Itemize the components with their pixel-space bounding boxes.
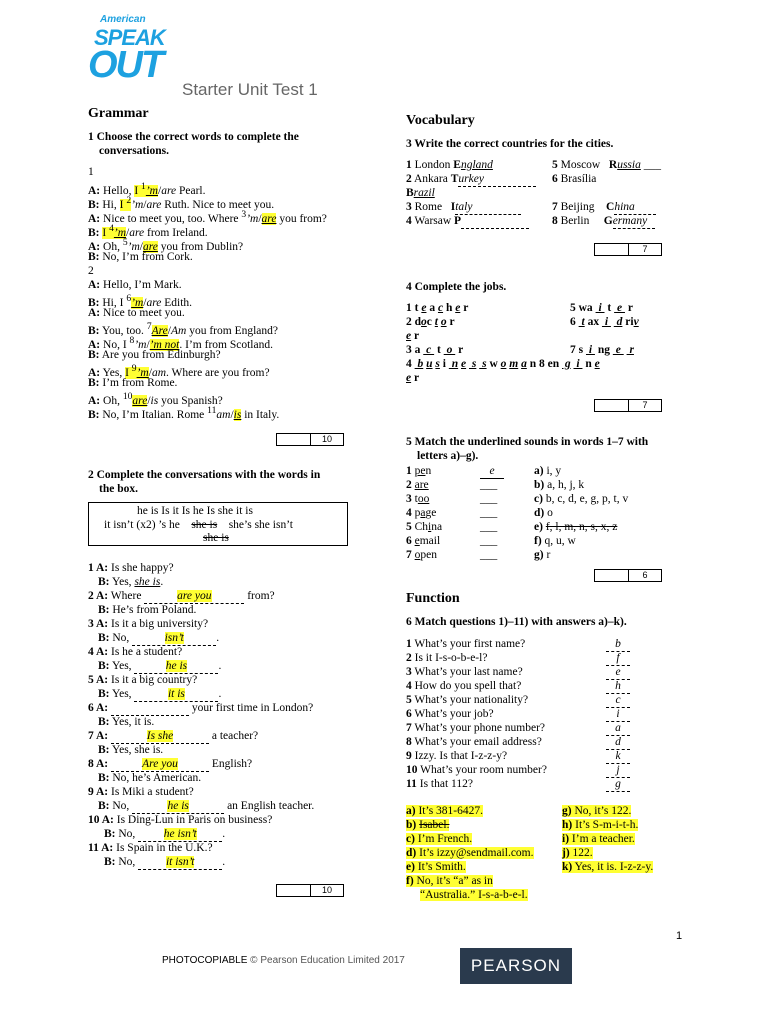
q6-answer: d: [606, 735, 630, 750]
q6-option: c) I’m French.: [406, 833, 473, 845]
grammar-heading: Grammar: [88, 106, 149, 121]
q3-item: 8 Berlin Germany: [552, 214, 655, 229]
page-number: 1: [676, 930, 683, 942]
q6-question: 5 What’s your nationality?: [406, 694, 529, 706]
q5-item: 1 pen e a) i, y: [406, 465, 562, 477]
q3-item: 7 Beijing China: [552, 200, 656, 215]
q6-answer: b: [606, 637, 630, 652]
q3-score-box: [594, 243, 662, 256]
q2-line: B: No, he is an English teacher.: [98, 800, 315, 812]
q2-line: 3 A: Is it a big university?: [88, 618, 209, 630]
q6-option: i) I’m a teacher.: [562, 833, 635, 845]
q6-question: 8 What’s your email address?: [406, 736, 542, 748]
q1-line: A: Hello, I’m Mark.: [88, 279, 182, 291]
q2-line: B: No, he isn’t .: [104, 828, 226, 840]
q2-line: B: No, it isn’t .: [104, 856, 226, 868]
q1-line: A: Yes, I $^9$’m/am. Where are you from?: [88, 363, 270, 379]
q6-question: 10 What’s your room number?: [406, 764, 547, 776]
q6-question: 7 What’s your phone number?: [406, 722, 546, 734]
q4-item: 6 t ax i d riv: [570, 316, 639, 328]
q2-score-box: [276, 884, 344, 897]
word-box-line-3: she is: [203, 532, 229, 544]
q1-line: A: Nice to meet you, too. Where $^3$’m/are you from?: [88, 209, 327, 225]
q6-option-cont: “Australia.” I-s-a-b-e-l.: [420, 889, 528, 901]
q1-line: A: Oh, $^5$’m/are you from Dublin?: [88, 237, 244, 253]
q5-item: 4 page ___ d) o: [406, 507, 553, 519]
q1-line: B: I $^4$’m/are from Ireland.: [88, 223, 208, 239]
q6-question: 6 What’s your job?: [406, 708, 494, 720]
q3-score: 7: [628, 244, 661, 255]
q2-line: 2 A: Where are you from?: [88, 590, 275, 602]
q4-item: e r: [406, 330, 420, 342]
q2-line: 9 A: Is Miki a student?: [88, 786, 194, 798]
q4-item: 7 s i ng e r: [570, 344, 634, 356]
q4-score-box: [594, 399, 662, 412]
q2-line: 5 A: Is it a big country?: [88, 674, 198, 686]
function-heading: Function: [406, 591, 460, 606]
american-speakout-logo: [88, 10, 174, 100]
q6-option: j) 122.: [562, 847, 593, 859]
q4-item: 2 doc t o r: [406, 316, 455, 328]
q5-item: 5 China ___ e) f, l, m, n, s, x, z: [406, 521, 618, 533]
q1-line: B: Hi, I $^2$’m/are Ruth. Nice to meet you.: [88, 195, 275, 211]
q6-question: 3 What’s your last name?: [406, 666, 523, 678]
q2-line: B: No, he’s American.: [98, 772, 202, 784]
q2-line: B: Yes, she is.: [98, 576, 164, 588]
q1-line: A: Oh, $^{10}$are/is you Spanish?: [88, 391, 223, 407]
q4-instruction: 4 Complete the jobs.: [406, 281, 507, 293]
q6-option: b) Isabel.: [406, 819, 450, 831]
q6-answer: k: [606, 749, 630, 764]
q6-answer: c: [606, 693, 630, 708]
q6-option: f) No, it’s “a” as in: [406, 875, 493, 887]
q6-option: d) It’s izzy@sendmail.com.: [406, 847, 534, 859]
q3-item: 1 London England: [406, 159, 493, 171]
q5-score: 6: [628, 570, 661, 581]
q2-line: B: Yes, it is.: [98, 716, 155, 728]
q1-line: A: Nice to meet you.: [88, 307, 185, 319]
q1-line: B: Are you from Edinburgh?: [88, 349, 221, 361]
q3-instruction: 3 Write the correct countries for the cities.: [406, 138, 614, 150]
q2-instruction: 2 Complete the conversations with the words in: [88, 469, 321, 481]
q1-line: B: Hi, I $^6$’m/are Edith.: [88, 293, 193, 309]
q1-instruction-cont: conversations.: [99, 145, 169, 157]
logo-out-text: OUT: [88, 44, 163, 86]
q6-option: e) It’s Smith.: [406, 861, 466, 873]
q2-line: B: Yes, he is .: [98, 660, 222, 672]
q2-line: 11 A: Is Spain in the U.K.?: [88, 842, 213, 854]
q3-item: 3 Rome Italy: [406, 200, 521, 215]
logo-american-text: American: [100, 14, 146, 25]
q1-line: A: No, I $^8$’m/’m not. I’m from Scotland.: [88, 335, 273, 351]
q6-question: 4 How do you spell that?: [406, 680, 522, 692]
q2-line: B: No, isn’t .: [98, 632, 220, 644]
q6-answer: a: [606, 721, 630, 736]
q6-option: k) Yes, it is. I-z-z-y.: [562, 861, 654, 873]
q4-score: 7: [628, 400, 661, 411]
logo-speak-text: SPEAK: [94, 25, 165, 50]
q6-question: 2 Is it I-s-o-b-e-l?: [406, 652, 488, 664]
q2-line: 10 A: Is Ding-Lun in Paris on business?: [88, 814, 273, 826]
q5-item: 7 open ___ g) r: [406, 549, 551, 561]
q2-instruction-cont: the box.: [99, 483, 138, 495]
q2-line: B: He’s from Poland.: [98, 604, 197, 616]
test-title: Starter Unit Test 1: [182, 80, 318, 99]
q3-item: Brazil: [406, 187, 435, 199]
q6-answer: j: [606, 763, 630, 778]
q1-line: A: Hello, I $^1$’m/are Pearl.: [88, 181, 206, 197]
q1-line: B: No, I’m Italian. Rome $^{11}$am/is in Italy.: [88, 405, 280, 421]
q1-line: B: I’m from Rome.: [88, 377, 178, 389]
q2-line: 7 A: Is she a teacher?: [88, 730, 259, 742]
q5-score-box: [594, 569, 662, 582]
q1-score-box: [276, 433, 344, 446]
word-box-line-1: he is Is it Is he Is she it is: [137, 505, 253, 517]
q2-line: B: Yes, she is.: [98, 744, 164, 756]
q4-item: 5 wa i t e r: [570, 302, 633, 314]
q2-score: 10: [310, 885, 343, 896]
q5-item: 3 too ___ c) b, c, d, e, g, p, t, v: [406, 493, 629, 505]
q2-line: 6 A: your first time in London?: [88, 702, 314, 714]
q6-question: 1 What’s your first name?: [406, 638, 526, 650]
q5-item: 2 are ___ b) a, h, j, k: [406, 479, 585, 491]
q2-line: B: Yes, it is .: [98, 688, 222, 700]
q1-instruction: 1 Choose the correct words to complete the: [88, 131, 299, 143]
q6-answer: i: [606, 707, 630, 722]
q2-line: 8 A: Are you English?: [88, 758, 253, 770]
q1-score: 10: [310, 434, 343, 445]
q6-answer: e: [606, 665, 630, 680]
word-box-line-2: it isn’t (x2) ’s he she is she’s she isn’t: [104, 519, 294, 531]
q6-answer: h: [606, 679, 630, 694]
q6-answer: g: [606, 777, 630, 792]
q4-item: 1 t e a c h e r: [406, 302, 469, 314]
q4-item: 4 b u s i n e s s w o m a n 8 en g i n e: [406, 358, 600, 370]
q3-item: 4 Warsaw P: [406, 214, 529, 229]
q5-instruction-cont: letters a)–g).: [417, 450, 479, 462]
q5-instruction: 5 Match the underlined sounds in words 1–7 with: [406, 436, 649, 448]
q4-item: 3 a c t o r: [406, 344, 464, 356]
q3-item: 6 Brasília: [552, 173, 597, 185]
q6-answer: f: [606, 651, 630, 666]
copyright-notice: PHOTOCOPIABLE © Pearson Education Limited 2017: [162, 955, 405, 966]
pearson-logo: PEARSON: [460, 948, 572, 984]
vocabulary-heading: Vocabulary: [406, 113, 475, 128]
q6-question: 9 Izzy. Is that I-z-z-y?: [406, 750, 508, 762]
q5-item: 6 email ___ f) q, u, w: [406, 535, 576, 547]
q1-line: B: You, too. $^7$Are/Am you from England?: [88, 321, 279, 337]
q3-item: 5 Moscow Russia ___: [552, 159, 661, 171]
q1-line: B: No, I’m from Cork.: [88, 251, 193, 263]
q2-line: 1 A: Is she happy?: [88, 562, 174, 574]
q6-instruction: 6 Match questions 1)–11) with answers a)–k).: [406, 616, 627, 628]
q3-item: 2 Ankara Turkey: [406, 172, 536, 187]
q6-question: 11 Is that 112?: [406, 778, 473, 790]
q2-line: 4 A: Is he a student?: [88, 646, 183, 658]
q1-conv-2-number: 2: [88, 265, 94, 277]
q6-option: h) It’s S-m-i-t-h.: [562, 819, 639, 831]
q4-item: e r: [406, 372, 420, 384]
q1-conv-1-number: 1: [88, 166, 94, 178]
q6-option: g) No, it’s 122.: [562, 805, 632, 817]
q6-option: a) It’s 381-6427.: [406, 805, 483, 817]
